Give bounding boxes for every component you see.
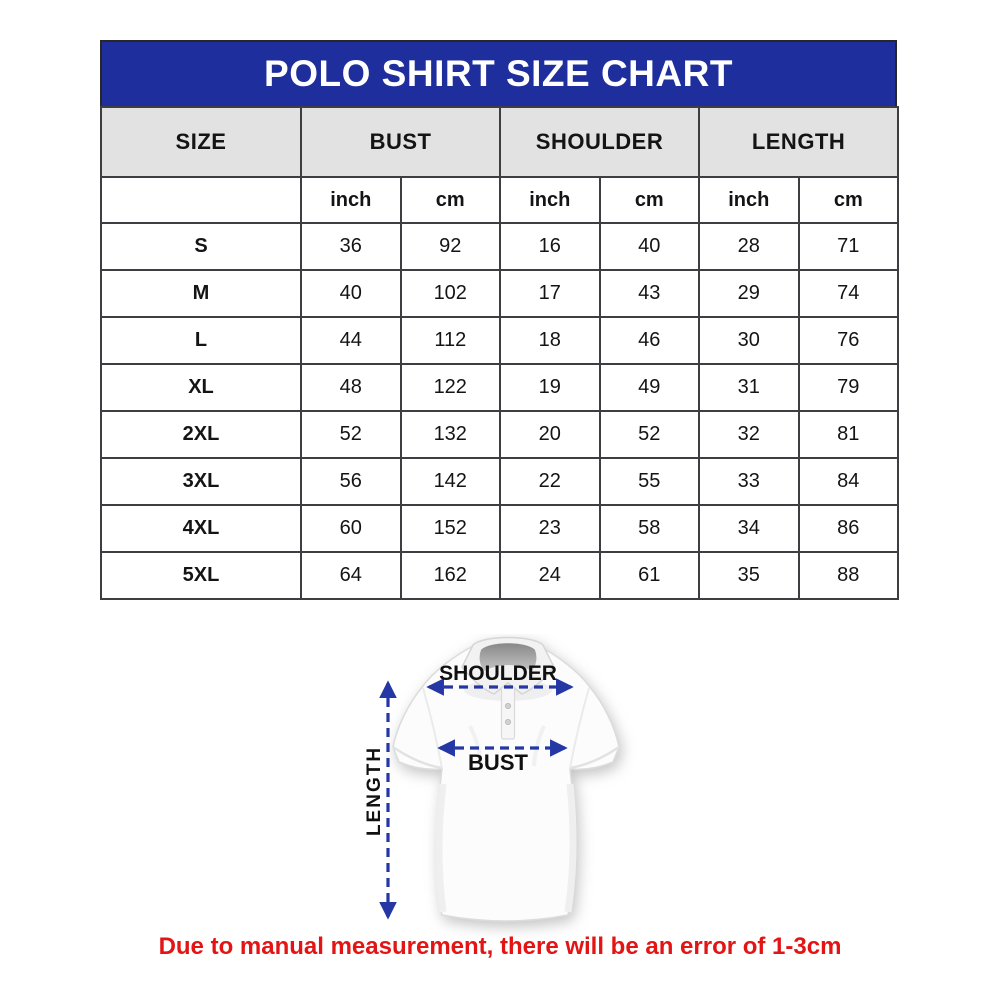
value-cell: 52 bbox=[600, 411, 700, 458]
unit-cell-length-inch: inch bbox=[699, 177, 799, 223]
polo-shirt-measurement-diagram bbox=[330, 634, 690, 948]
bust-label: BUST bbox=[468, 750, 528, 775]
value-cell: 46 bbox=[600, 317, 700, 364]
size-cell: L bbox=[101, 317, 301, 364]
table-row-3xl bbox=[101, 458, 898, 505]
value-cell: 58 bbox=[600, 505, 700, 552]
value-cell: 49 bbox=[600, 364, 700, 411]
table-row-xl bbox=[101, 364, 898, 411]
value-cell: 35 bbox=[699, 552, 799, 599]
value-cell: 19 bbox=[500, 364, 600, 411]
table-row-m bbox=[101, 270, 898, 317]
value-cell: 44 bbox=[301, 317, 401, 364]
value-cell: 52 bbox=[301, 411, 401, 458]
shoulder-label: SHOULDER bbox=[439, 662, 557, 685]
table-row-4xl bbox=[101, 505, 898, 552]
shirt-side-shade-left bbox=[439, 784, 443, 912]
size-cell: S bbox=[101, 223, 301, 270]
value-cell: 162 bbox=[401, 552, 501, 599]
value-cell: 22 bbox=[500, 458, 600, 505]
size-cell: XL bbox=[101, 364, 301, 411]
value-cell: 132 bbox=[401, 411, 501, 458]
value-cell: 29 bbox=[699, 270, 799, 317]
value-cell: 20 bbox=[500, 411, 600, 458]
size-cell: 3XL bbox=[101, 458, 301, 505]
value-cell: 55 bbox=[600, 458, 700, 505]
unit-corner-cell bbox=[101, 177, 301, 223]
page-title: POLO SHIRT SIZE CHART bbox=[264, 53, 733, 94]
col-header-size: SIZE bbox=[101, 107, 301, 177]
value-cell: 102 bbox=[401, 270, 501, 317]
unit-cell-shoulder-cm: cm bbox=[600, 177, 700, 223]
value-cell: 32 bbox=[699, 411, 799, 458]
value-cell: 61 bbox=[600, 552, 700, 599]
value-cell: 23 bbox=[500, 505, 600, 552]
value-cell: 40 bbox=[301, 270, 401, 317]
value-cell: 30 bbox=[699, 317, 799, 364]
collar-button-icon bbox=[505, 719, 510, 724]
size-cell: M bbox=[101, 270, 301, 317]
value-cell: 86 bbox=[799, 505, 899, 552]
value-cell: 64 bbox=[301, 552, 401, 599]
column-group-row bbox=[101, 107, 898, 177]
value-cell: 18 bbox=[500, 317, 600, 364]
value-cell: 40 bbox=[600, 223, 700, 270]
chart-title-banner bbox=[100, 40, 897, 106]
value-cell: 31 bbox=[699, 364, 799, 411]
value-cell: 16 bbox=[500, 223, 600, 270]
value-cell: 76 bbox=[799, 317, 899, 364]
value-cell: 142 bbox=[401, 458, 501, 505]
size-cell: 2XL bbox=[101, 411, 301, 458]
value-cell: 43 bbox=[600, 270, 700, 317]
size-cell: 4XL bbox=[101, 505, 301, 552]
unit-cell-shoulder-inch: inch bbox=[500, 177, 600, 223]
value-cell: 74 bbox=[799, 270, 899, 317]
value-cell: 17 bbox=[500, 270, 600, 317]
collar-button-icon bbox=[505, 703, 510, 708]
unit-header-row bbox=[101, 177, 898, 223]
length-label: LENGTH bbox=[364, 745, 385, 837]
size-cell: 5XL bbox=[101, 552, 301, 599]
value-cell: 48 bbox=[301, 364, 401, 411]
col-header-bust: BUST bbox=[301, 107, 500, 177]
value-cell: 24 bbox=[500, 552, 600, 599]
col-header-length: LENGTH bbox=[699, 107, 898, 177]
value-cell: 36 bbox=[301, 223, 401, 270]
table-row-2xl bbox=[101, 411, 898, 458]
value-cell: 28 bbox=[699, 223, 799, 270]
value-cell: 112 bbox=[401, 317, 501, 364]
table-row-s bbox=[101, 223, 898, 270]
value-cell: 71 bbox=[799, 223, 899, 270]
value-cell: 84 bbox=[799, 458, 899, 505]
unit-cell-bust-cm: cm bbox=[401, 177, 501, 223]
shirt-placket bbox=[502, 687, 515, 739]
size-chart bbox=[100, 40, 897, 600]
size-table bbox=[100, 106, 899, 600]
value-cell: 33 bbox=[699, 458, 799, 505]
value-cell: 92 bbox=[401, 223, 501, 270]
value-cell: 56 bbox=[301, 458, 401, 505]
value-cell: 60 bbox=[301, 505, 401, 552]
value-cell: 152 bbox=[401, 505, 501, 552]
col-header-shoulder: SHOULDER bbox=[500, 107, 699, 177]
value-cell: 79 bbox=[799, 364, 899, 411]
table-row-l bbox=[101, 317, 898, 364]
table-row-5xl bbox=[101, 552, 898, 599]
value-cell: 81 bbox=[799, 411, 899, 458]
measurement-error-note: Due to manual measurement, there will be an error of 1-3cm bbox=[158, 933, 842, 960]
value-cell: 34 bbox=[699, 505, 799, 552]
value-cell: 88 bbox=[799, 552, 899, 599]
value-cell: 122 bbox=[401, 364, 501, 411]
unit-cell-bust-inch: inch bbox=[301, 177, 401, 223]
unit-cell-length-cm: cm bbox=[799, 177, 899, 223]
